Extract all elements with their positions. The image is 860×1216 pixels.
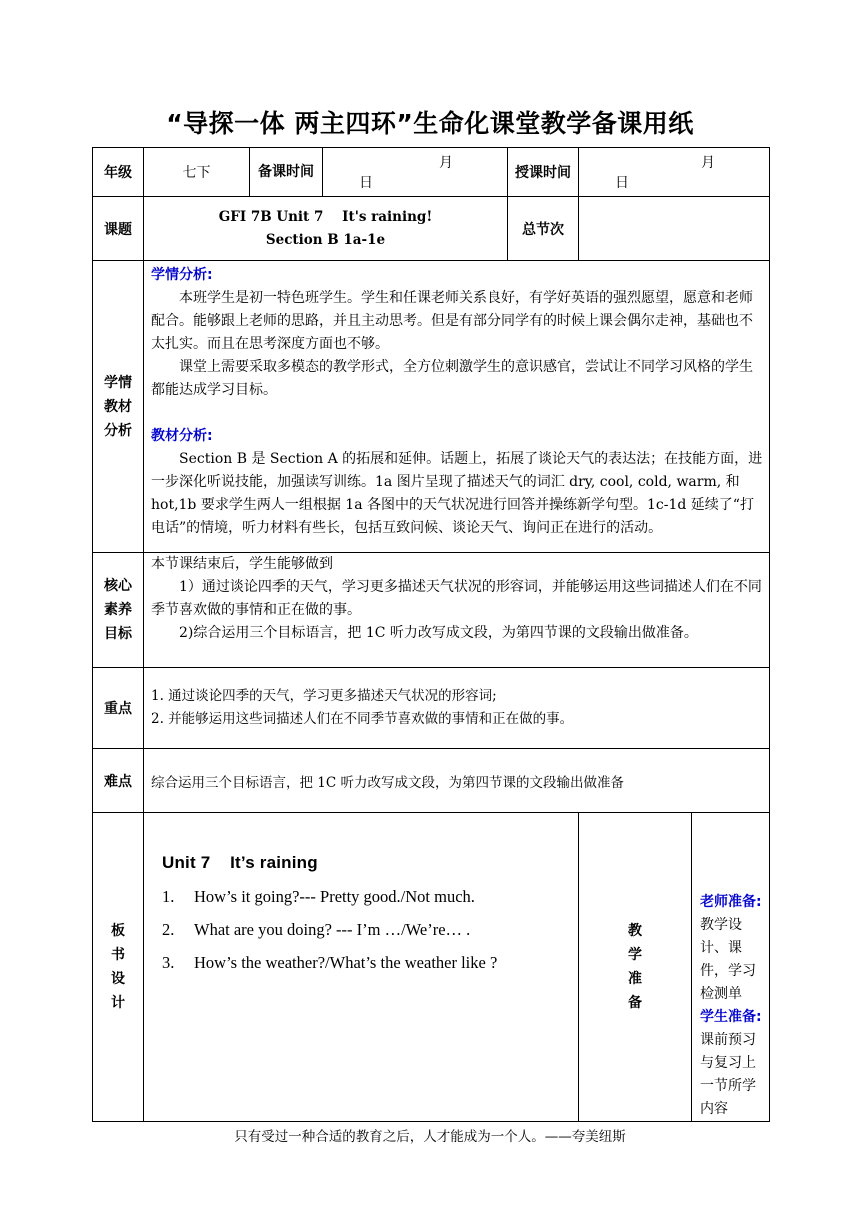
prep-month: 月: [439, 155, 453, 171]
board-line-text: How’s the weather?/What’s the weather like ?: [194, 953, 498, 972]
goals-label-line: 核心: [104, 578, 132, 594]
prep-label-line: 学: [628, 947, 642, 963]
teach-day: 日: [615, 175, 629, 191]
grade-value: 七下: [144, 148, 250, 197]
board-label-line: 计: [111, 995, 125, 1011]
analysis-content: [144, 261, 770, 553]
key-point-1: 1. 通过谈论四季的天气，学习更多描述天气状况的形容词;: [151, 688, 497, 704]
board-line-text: How’s it going?--- Pretty good./Not much.: [194, 887, 475, 906]
analysis-label-line: 分析: [104, 422, 132, 439]
board-design-content: [144, 813, 579, 1122]
analysis-label-line: 教材: [104, 398, 132, 415]
goals-label-line: 目标: [104, 626, 132, 642]
board-label-line: 板: [111, 923, 125, 939]
board-title: Unit 7 It’s raining: [162, 853, 318, 872]
key-points-label: 重点: [93, 668, 144, 749]
key-point-2: 2. 并能够运用这些词描述人们在不同季节喜欢做的事情和正在做的事。: [151, 711, 574, 727]
key-points-content: [144, 668, 770, 749]
goals-content: [144, 553, 770, 668]
student-analysis-heading: 学情分析:: [151, 267, 213, 283]
teach-month: 月: [701, 155, 715, 171]
teacher-prep-text: 教学设计、课件，学习检测单: [700, 917, 756, 1002]
topic-value: [144, 197, 508, 261]
grade-label: 年级: [93, 148, 144, 197]
student-prep-text: 课前预习与复习上一节所学内容: [700, 1032, 756, 1117]
student-prep-heading: 学生准备:: [700, 1009, 762, 1025]
board-line-number: 1.: [162, 887, 175, 906]
page-title: “导探一体 两主四环”生命化课堂教学备课用纸: [166, 109, 694, 138]
difficulty-content: 综合运用三个目标语言，把 1C 听力改写成文段，为第四节课的文段输出做准备: [144, 749, 770, 813]
prep-label-line: 准: [628, 971, 642, 987]
total-lessons-label: 总节次: [508, 197, 579, 261]
goals-label-line: 素养: [104, 602, 132, 618]
prep-label-line: 备: [628, 995, 642, 1011]
analysis-label-line: 学情: [104, 374, 132, 391]
topic-line-1: GFI 7B Unit 7 It's raining!: [218, 208, 433, 225]
analysis-label: [93, 261, 144, 553]
material-analysis-heading: 教材分析:: [151, 428, 213, 444]
board-label-line: 设: [111, 971, 125, 987]
material-analysis-p1: Section B 是 Section A 的拓展和延伸。话题上，拓展了谈论天气的表达法；在技能方面，进一步深化听说技能，加强读写训练。1a 图片呈现了描述天气的词汇 dry, cool, cold, warm, 和 hot,1b 要求学生两人一组根据 1a 各图中的天气状况进行回答并操练新学句型。1c-1d 延续了“打电话”的情境，听力材料有些长，包括互致问候、谈论天气、询问正在进行的活动。: [151, 451, 763, 536]
topic-label: 课题: [93, 197, 144, 261]
goals-item-2: 2)综合运用三个目标语言，把 1C 听力改写成文段，为第四节课的文段输出做准备。: [179, 625, 698, 641]
total-lessons-value: [579, 197, 770, 261]
student-analysis-p1: 本班学生是初一特色班学生。学生和任课老师关系良好，有学好英语的强烈愿望，愿意和老师配合。能够跟上老师的思路，并且主动思考。但是有部分同学有的时候上课会偶尔走神，基础也不太扎实。而且在思考深度方面也不够。: [151, 290, 753, 352]
topic-line-2: Section B 1a-1e: [265, 231, 386, 248]
prep-day: 日: [359, 175, 373, 191]
goals-item-1: 1）通过谈论四季的天气，学习更多描述天气状况的形容词，并能够运用这些词描述人们在不同季节喜欢做的事情和正在做的事。: [151, 579, 762, 618]
goals-label: [93, 553, 144, 668]
student-analysis-p2: 课堂上需要采取多模态的教学形式，全方位刺激学生的意识感官，尝试让不同学习风格的学生都能达成学习目标。: [151, 359, 753, 398]
board-label-line: 书: [111, 947, 125, 963]
footer-quote: 只有受过一种合适的教育之后，人才能成为一个人。——夸美纽斯: [234, 1129, 626, 1145]
board-line-number: 2.: [162, 920, 175, 939]
prep-time-label: 备课时间: [250, 148, 323, 197]
prep-content: [692, 813, 770, 1122]
board-line-number: 3.: [162, 953, 175, 972]
board-label: [93, 813, 144, 1122]
prep-label: [579, 813, 692, 1122]
board-line: [162, 953, 578, 973]
board-line: [162, 887, 578, 907]
goals-intro: 本节课结束后，学生能够做到: [151, 556, 333, 572]
lesson-plan-table: [92, 147, 770, 1122]
prep-label-line: 教: [628, 923, 642, 939]
teacher-prep-heading: 老师准备:: [700, 894, 762, 910]
board-line-text: What are you doing? --- I’m …/We’re… .: [194, 920, 471, 939]
teach-time-label: 授课时间: [508, 148, 579, 197]
teach-time-value: [579, 148, 770, 197]
prep-time-value: [323, 148, 508, 197]
difficulty-label: 难点: [93, 749, 144, 813]
board-line: [162, 920, 578, 940]
